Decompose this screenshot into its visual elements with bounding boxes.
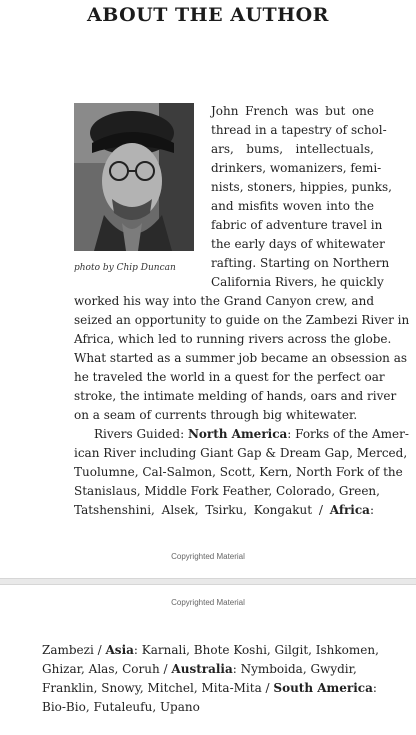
north-america-label: North America: [187, 427, 288, 441]
rivers-continued-line-2: Ghizar, Alas, Coruh / Australia: Nymboida, Gwydir,: [42, 662, 357, 676]
rivers-guided-line-2: ican River including Giant Gap & Dream Gap, Merced,: [74, 446, 408, 460]
bio-line: drinkers, womanizers, femi-: [211, 161, 382, 175]
bio-line: nists, stoners, hippies, punks,: [211, 180, 392, 194]
bio-line: fabric of adventure travel in: [211, 218, 383, 232]
bio-line: ars, bums, intellectuals,: [211, 142, 374, 156]
africa-label: Africa: [329, 503, 370, 517]
bio-line: stroke, the intimate melding of hands, oars and river: [74, 389, 397, 403]
bio-line: Africa, which led to running rivers across the globe.: [74, 332, 392, 346]
bio-line: thread in a tapestry of schol-: [211, 123, 387, 137]
bio-line: on a seam of currents through big whitewater.: [74, 408, 358, 422]
bio-line: he traveled the world in a quest for the perfect oar: [74, 370, 385, 384]
author-photo-image: [74, 103, 194, 251]
page-heading: ABOUT THE AUTHOR: [87, 4, 329, 26]
rivers-guided-line-4: Stanislaus, Middle Fork Feather, Colorado, Green,: [74, 484, 380, 498]
south-america-label: South America: [273, 681, 373, 695]
asia-label: Asia: [105, 643, 134, 657]
author-photo: [74, 103, 194, 251]
copyright-notice: Copyrighted Material: [171, 598, 245, 607]
rivers-continued-line-1: Zambezi / Asia: Karnali, Bhote Koshi, Gilgit, Ishkomen,: [42, 643, 379, 657]
book-page-2: [0, 584, 416, 735]
bio-line: California Rivers, he quickly: [211, 275, 384, 289]
copyright-notice: Copyrighted Material: [171, 552, 245, 561]
bio-line: seized an opportunity to guide on the Zambezi River in: [74, 313, 410, 327]
rivers-guided-line-1: Rivers Guided: North America: Forks of the Amer-: [94, 427, 409, 441]
photo-caption: photo by Chip Duncan: [74, 263, 176, 273]
bio-line: worked his way into the Grand Canyon crew, and: [74, 294, 374, 308]
bio-line: the early days of whitewater: [211, 237, 385, 251]
bio-line: What started as a summer job became an obsession as: [74, 351, 408, 365]
bio-line: and misfits woven into the: [211, 199, 374, 213]
rivers-continued-line-3: Franklin, Snowy, Mitchel, Mita-Mita / South America:: [42, 681, 377, 695]
australia-label: Australia: [171, 662, 233, 676]
bio-line: John French was but one: [211, 104, 374, 118]
rivers-continued-line-4: Bio-Bio, Futaleufu, Upano: [42, 700, 200, 714]
rivers-guided-line-3: Tuolumne, Cal-Salmon, Scott, Kern, North Fork of the: [74, 465, 403, 479]
bio-line: rafting. Starting on Northern: [211, 256, 390, 270]
rivers-guided-line-5: Tatshenshini, Alsek, Tsirku, Kongakut / Africa:: [74, 503, 374, 517]
